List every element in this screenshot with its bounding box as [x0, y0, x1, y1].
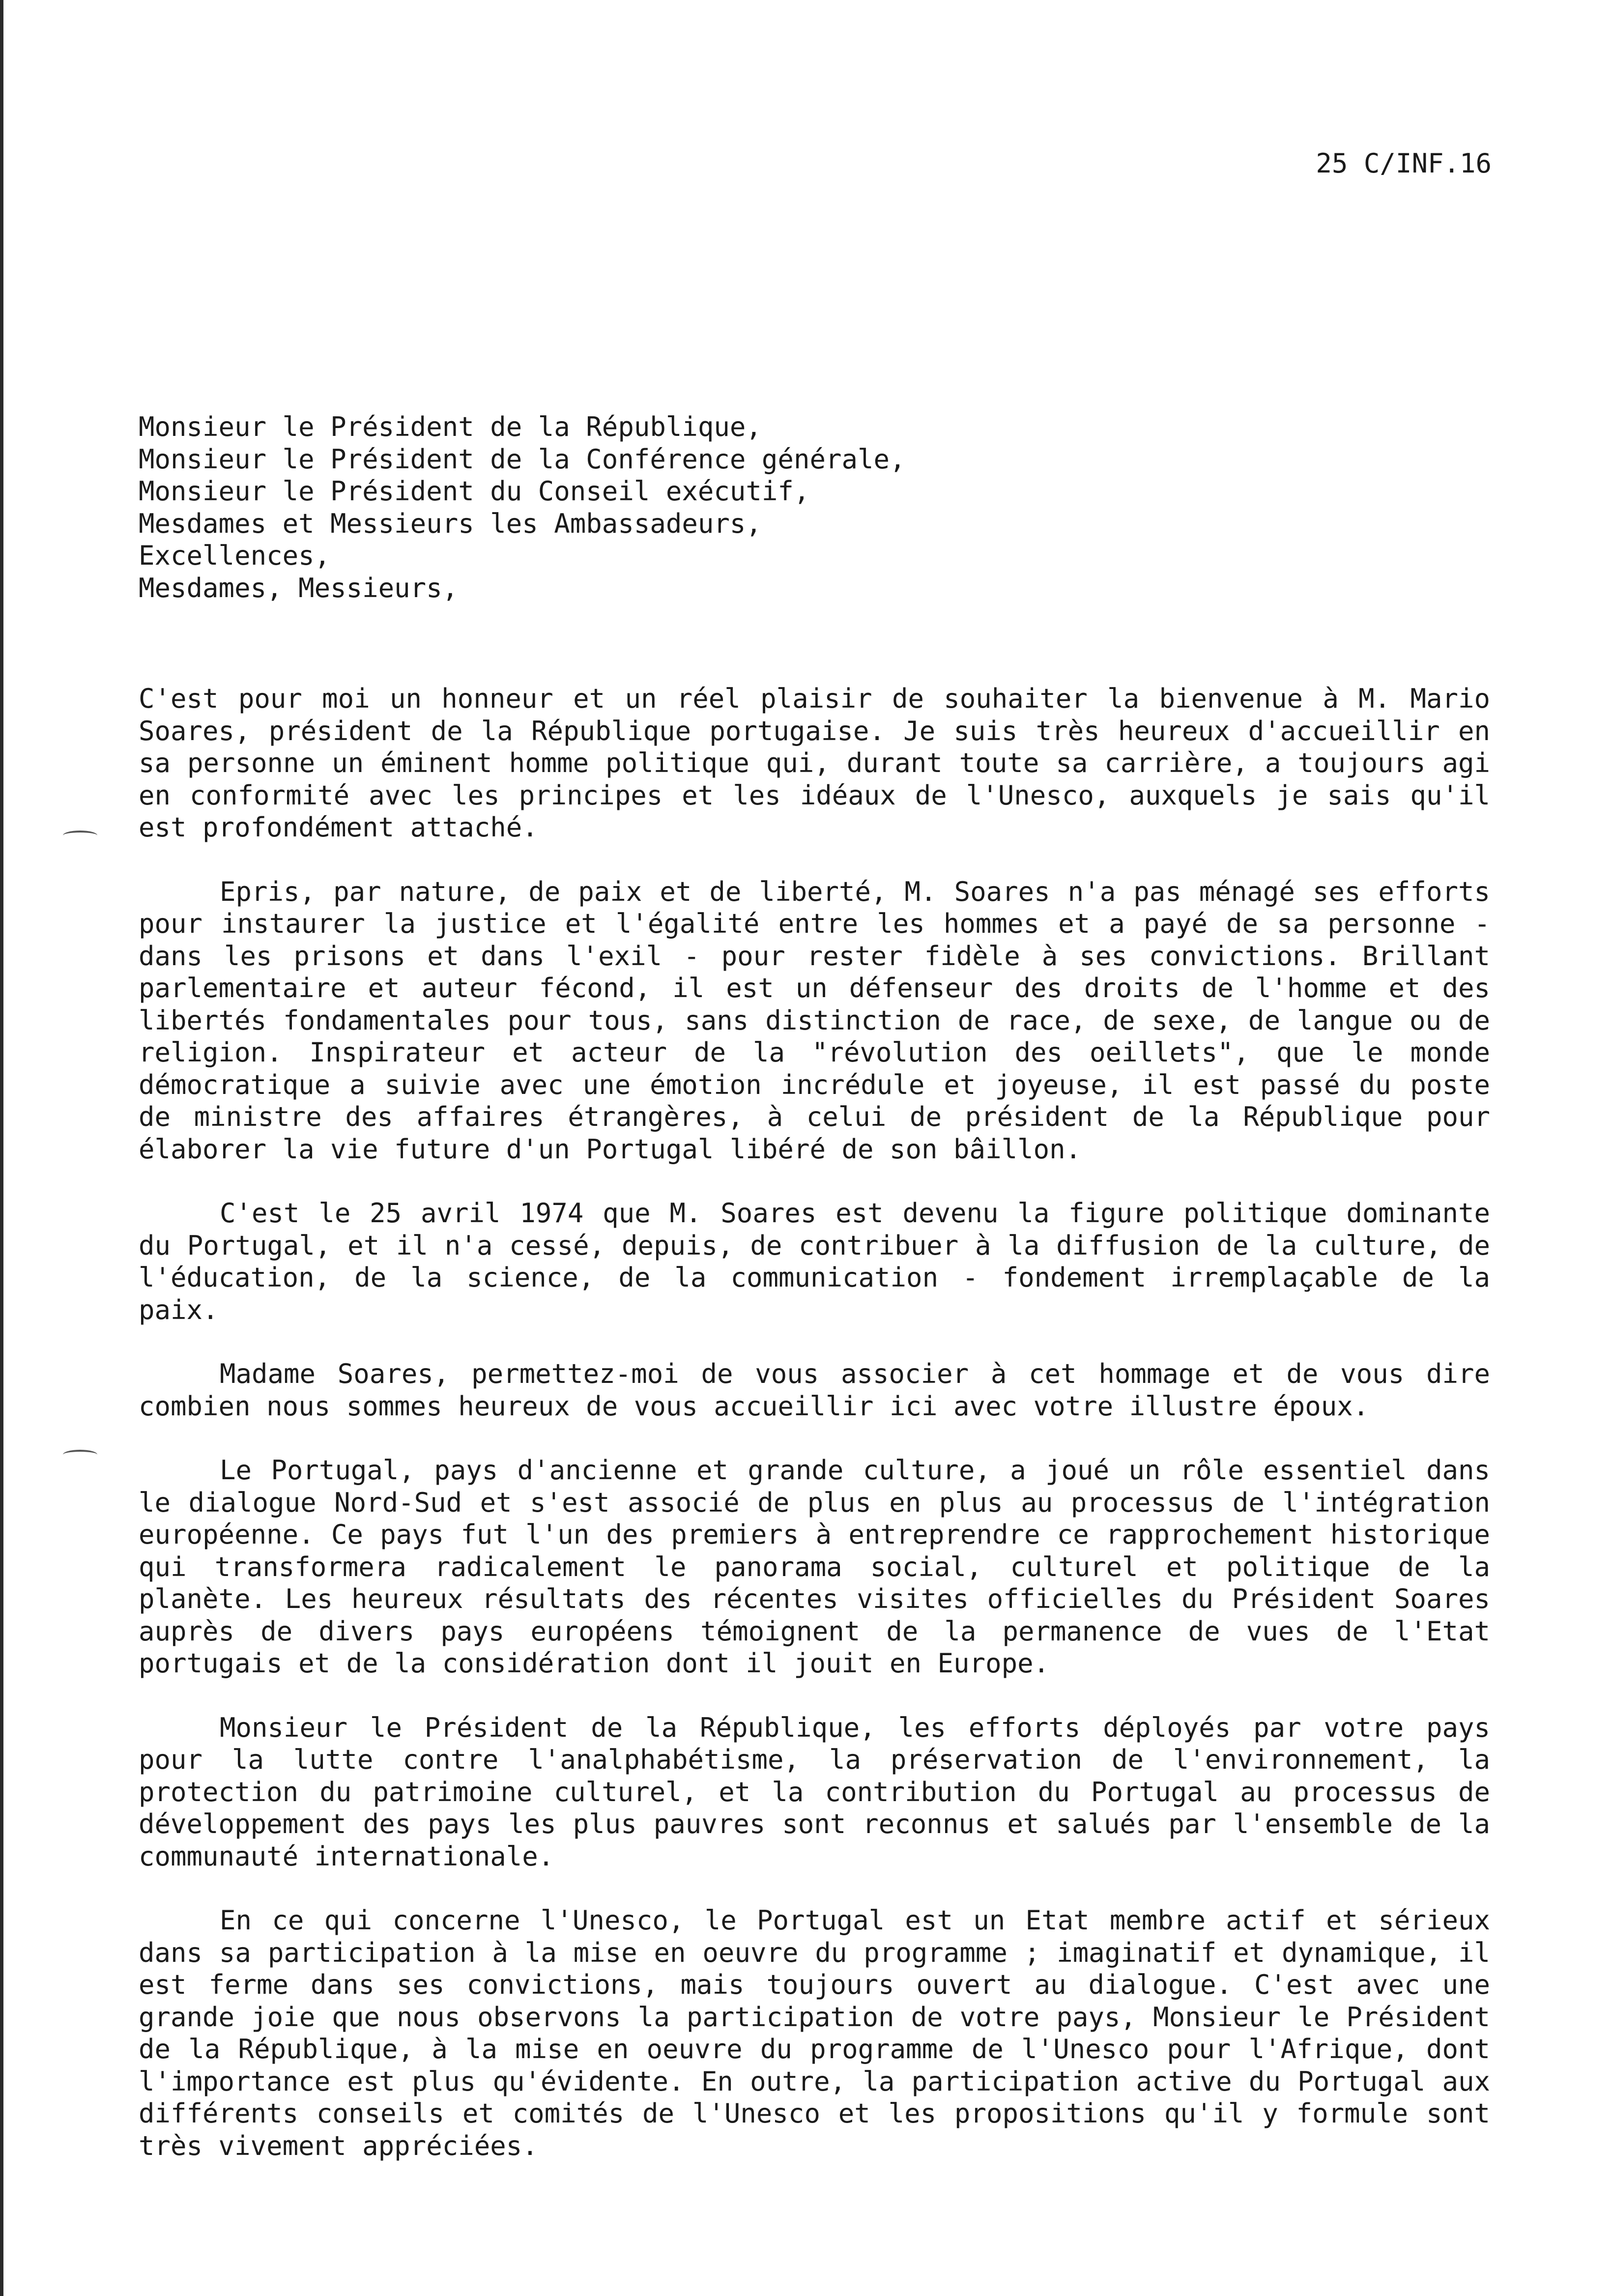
salutation-line: Monsieur le Président de la République, — [139, 411, 762, 442]
paragraph: C'est pour moi un honneur et un réel plaisir de souhaiter la bienvenue à M. Mario Soares, président de la République portugaise. Je suis très heureux d'accueillir en sa personne un éminent homme politique qui, durant toute sa carrière, a toujours agi en conformité avec les principes et les idéaux de l'Unesco, auxquels je sais qu'il est profondément attaché. — [139, 683, 1490, 843]
paragraph: En ce qui concerne l'Unesco, le Portugal est un Etat membre actif et sérieux dans sa participation à la mise en oeuvre du programme ; imaginatif et dynamique, il est ferme dans ses convictions, mais toujours ouvert au dialogue. C'est avec une grande joie que nous observons la participation de votre pays, Monsieur le Président de la République, à la mise en oeuvre du programme de l'Unesco pour l'Afrique, dont l'importance est plus qu'évidente. En outre, la participation active du Portugal aux différents conseils et comités de l'Unesco et les propositions qu'il y formule sont très vivement appréciées. — [139, 1905, 1490, 2161]
salutation-line: Mesdames et Messieurs les Ambassadeurs, — [139, 508, 762, 539]
salutation-line: Monsieur le Président du Conseil exécutif, — [139, 476, 810, 507]
paragraph: C'est le 25 avril 1974 que M. Soares est devenu la figure politique dominante du Portugal, et il n'a cessé, depuis, de contribuer à la diffusion de la culture, de l'éducation, de la science, de la communication - fondement irremplaçable de la paix. — [139, 1198, 1490, 1325]
paragraph: Epris, par nature, de paix et de liberté, M. Soares n'a pas ménagé ses efforts pour instaurer la justice et l'égalité entre les hommes et a payé de sa personne - dans les prisons et dans l'exil - pour rester fidèle à ses convictions. Brillant parlementaire et auteur fécond, il est un défenseur des droits de l'homme et des libertés fondamentales pour tous, sans distinction de race, de sexe, de langue ou de religion. Inspirateur et acteur de la "révolution des oeillets", que le monde démocratique a suivie avec une émotion incrédule et joyeuse, il est passé du poste de ministre des affaires étrangères, à celui de président de la République pour élaborer la vie future d'un Portugal libéré de son bâillon. — [139, 876, 1490, 1165]
document-reference: 25 C/INF.16 — [1316, 148, 1492, 179]
paragraph: Monsieur le Président de la République, les efforts déployés par votre pays pour la lutte contre l'analphabétisme, la préservation de l'environnement, la protection du patrimoine culturel, et la contribution du Portugal au processus de développement des pays les plus pauvres sont reconnus et salués par l'ensemble de la communauté internationale. — [139, 1712, 1490, 1872]
paragraph: Le Portugal, pays d'ancienne et grande culture, a joué un rôle essentiel dans le dialogue Nord-Sud et s'est associé de plus en plus au processus de l'intégration européenne. Ce pays fut l'un des premiers à entreprendre ce rapprochement historique qui transformera radicalement le panorama social, culturel et politique de la planète. Les heureux résultats des récentes visites officielles du Président Soares auprès de divers pays européens témoignent de la permanence de vues de l'Etat portugais et de la considération dont il jouit en Europe. — [139, 1455, 1490, 1679]
salutation-line: Mesdames, Messieurs, — [139, 572, 459, 603]
letter-body — [139, 411, 1490, 2194]
salutation-line: Monsieur le Président de la Conférence générale, — [139, 443, 906, 475]
page-edge-shadow — [0, 0, 3, 2296]
salutation-line: Excellences, — [139, 540, 331, 571]
paragraph: Madame Soares, permettez-moi de vous associer à cet hommage et de vous dire combien nous sommes heureux de vous accueillir ici avec votre illustre époux. — [139, 1358, 1490, 1422]
salutation-block — [139, 411, 1490, 604]
margin-mark — [63, 831, 97, 840]
margin-mark — [63, 1450, 97, 1460]
